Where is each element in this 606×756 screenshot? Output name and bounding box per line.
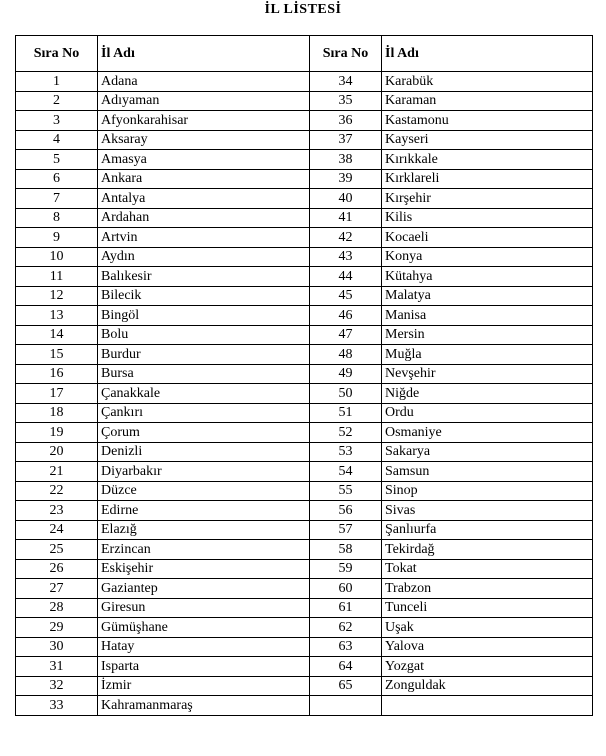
table-row xyxy=(16,637,593,657)
il-adi-cell-right: Mersin xyxy=(382,325,593,345)
sira-no-cell-right: 57 xyxy=(310,520,382,540)
table-header-row xyxy=(16,36,593,72)
province-table xyxy=(15,35,593,716)
sira-no-cell-left: 20 xyxy=(16,442,98,462)
il-adi-cell-right: Kırıkkale xyxy=(382,150,593,170)
il-adi-cell-left: Düzce xyxy=(98,481,310,501)
il-adi-cell-left: Gaziantep xyxy=(98,579,310,599)
il-adi-cell-left: Adana xyxy=(98,72,310,92)
il-adi-cell-right: Sinop xyxy=(382,481,593,501)
il-adi-cell-left: Çorum xyxy=(98,423,310,443)
sira-no-cell-left: 11 xyxy=(16,267,98,287)
il-adi-cell-right: Sakarya xyxy=(382,442,593,462)
il-adi-cell-right: Samsun xyxy=(382,462,593,482)
il-adi-cell-right: Kırşehir xyxy=(382,189,593,209)
sira-no-cell-right: 44 xyxy=(310,267,382,287)
sira-no-cell-right: 51 xyxy=(310,403,382,423)
sira-no-cell-right: 55 xyxy=(310,481,382,501)
il-adi-cell-right: Nevşehir xyxy=(382,364,593,384)
header-il-adi-left: İl Adı xyxy=(98,36,310,72)
sira-no-cell-right: 64 xyxy=(310,657,382,677)
sira-no-cell-right: 39 xyxy=(310,169,382,189)
sira-no-cell-right: 36 xyxy=(310,111,382,131)
il-adi-cell-right xyxy=(382,696,593,716)
table-row xyxy=(16,559,593,579)
sira-no-cell-right: 34 xyxy=(310,72,382,92)
sira-no-cell-left: 18 xyxy=(16,403,98,423)
sira-no-cell-left: 25 xyxy=(16,540,98,560)
sira-no-cell-left: 12 xyxy=(16,286,98,306)
il-adi-cell-right: Kocaeli xyxy=(382,228,593,248)
sira-no-cell-left: 17 xyxy=(16,384,98,404)
sira-no-cell-left: 21 xyxy=(16,462,98,482)
sira-no-cell-left: 7 xyxy=(16,189,98,209)
sira-no-cell-right: 38 xyxy=(310,150,382,170)
il-adi-cell-left: Balıkesir xyxy=(98,267,310,287)
il-adi-cell-left: Bilecik xyxy=(98,286,310,306)
sira-no-cell-left: 2 xyxy=(16,91,98,111)
table-row xyxy=(16,657,593,677)
sira-no-cell-right: 50 xyxy=(310,384,382,404)
il-adi-cell-left: Kahramanmaraş xyxy=(98,696,310,716)
il-adi-cell-right: Kütahya xyxy=(382,267,593,287)
table-row xyxy=(16,696,593,716)
table-row xyxy=(16,618,593,638)
il-adi-cell-left: Elazığ xyxy=(98,520,310,540)
sira-no-cell-left: 14 xyxy=(16,325,98,345)
sira-no-cell-right: 35 xyxy=(310,91,382,111)
table-row xyxy=(16,540,593,560)
il-adi-cell-right: Şanlıurfa xyxy=(382,520,593,540)
il-adi-cell-right: Karabük xyxy=(382,72,593,92)
table-row xyxy=(16,462,593,482)
sira-no-cell-right: 49 xyxy=(310,364,382,384)
sira-no-cell-right xyxy=(310,696,382,716)
il-adi-cell-left: Giresun xyxy=(98,598,310,618)
sira-no-cell-right: 63 xyxy=(310,637,382,657)
table-row xyxy=(16,423,593,443)
il-adi-cell-left: Aydın xyxy=(98,247,310,267)
table-row xyxy=(16,520,593,540)
sira-no-cell-left: 19 xyxy=(16,423,98,443)
sira-no-cell-right: 45 xyxy=(310,286,382,306)
sira-no-cell-left: 16 xyxy=(16,364,98,384)
table-row xyxy=(16,501,593,521)
il-adi-cell-right: Karaman xyxy=(382,91,593,111)
il-adi-cell-left: Bolu xyxy=(98,325,310,345)
il-adi-cell-right: Tekirdağ xyxy=(382,540,593,560)
il-adi-cell-left: Erzincan xyxy=(98,540,310,560)
table-row xyxy=(16,189,593,209)
table-row xyxy=(16,306,593,326)
il-adi-cell-right: Uşak xyxy=(382,618,593,638)
il-adi-cell-left: Amasya xyxy=(98,150,310,170)
il-adi-cell-right: Tunceli xyxy=(382,598,593,618)
sira-no-cell-right: 37 xyxy=(310,130,382,150)
il-adi-cell-left: Artvin xyxy=(98,228,310,248)
sira-no-cell-left: 33 xyxy=(16,696,98,716)
sira-no-cell-right: 42 xyxy=(310,228,382,248)
il-adi-cell-right: Niğde xyxy=(382,384,593,404)
table-row xyxy=(16,111,593,131)
table-row xyxy=(16,598,593,618)
il-adi-cell-left: Çanakkale xyxy=(98,384,310,404)
table-row xyxy=(16,91,593,111)
sira-no-cell-left: 31 xyxy=(16,657,98,677)
il-adi-cell-right: Zonguldak xyxy=(382,676,593,696)
il-adi-cell-right: Yozgat xyxy=(382,657,593,677)
il-adi-cell-left: Adıyaman xyxy=(98,91,310,111)
il-adi-cell-left: Edirne xyxy=(98,501,310,521)
il-adi-cell-right: Trabzon xyxy=(382,579,593,599)
table-row xyxy=(16,208,593,228)
table-row xyxy=(16,364,593,384)
sira-no-cell-left: 26 xyxy=(16,559,98,579)
il-adi-cell-right: Kayseri xyxy=(382,130,593,150)
table-row xyxy=(16,247,593,267)
sira-no-cell-left: 3 xyxy=(16,111,98,131)
header-il-adi-right: İl Adı xyxy=(382,36,593,72)
sira-no-cell-right: 54 xyxy=(310,462,382,482)
sira-no-cell-left: 13 xyxy=(16,306,98,326)
il-adi-cell-right: Tokat xyxy=(382,559,593,579)
sira-no-cell-left: 24 xyxy=(16,520,98,540)
il-adi-cell-left: Afyonkarahisar xyxy=(98,111,310,131)
table-row xyxy=(16,579,593,599)
il-adi-cell-left: Isparta xyxy=(98,657,310,677)
table-row xyxy=(16,442,593,462)
sira-no-cell-right: 58 xyxy=(310,540,382,560)
il-adi-cell-left: Bingöl xyxy=(98,306,310,326)
sira-no-cell-left: 9 xyxy=(16,228,98,248)
il-adi-cell-left: İzmir xyxy=(98,676,310,696)
il-adi-cell-right: Konya xyxy=(382,247,593,267)
il-adi-cell-left: Burdur xyxy=(98,345,310,365)
table-row xyxy=(16,345,593,365)
sira-no-cell-left: 1 xyxy=(16,72,98,92)
table-row xyxy=(16,481,593,501)
il-adi-cell-right: Kilis xyxy=(382,208,593,228)
il-adi-cell-left: Çankırı xyxy=(98,403,310,423)
table-row xyxy=(16,676,593,696)
sira-no-cell-right: 47 xyxy=(310,325,382,345)
sira-no-cell-right: 61 xyxy=(310,598,382,618)
il-adi-cell-left: Ardahan xyxy=(98,208,310,228)
sira-no-cell-left: 4 xyxy=(16,130,98,150)
table-row xyxy=(16,228,593,248)
il-adi-cell-right: Manisa xyxy=(382,306,593,326)
sira-no-cell-left: 6 xyxy=(16,169,98,189)
sira-no-cell-right: 41 xyxy=(310,208,382,228)
sira-no-cell-left: 28 xyxy=(16,598,98,618)
sira-no-cell-right: 40 xyxy=(310,189,382,209)
il-adi-cell-left: Hatay xyxy=(98,637,310,657)
sira-no-cell-left: 29 xyxy=(16,618,98,638)
il-adi-cell-left: Gümüşhane xyxy=(98,618,310,638)
il-adi-cell-right: Osmaniye xyxy=(382,423,593,443)
table-row xyxy=(16,150,593,170)
table-row xyxy=(16,267,593,287)
sira-no-cell-right: 56 xyxy=(310,501,382,521)
sira-no-cell-left: 22 xyxy=(16,481,98,501)
il-adi-cell-right: Ordu xyxy=(382,403,593,423)
sira-no-cell-left: 32 xyxy=(16,676,98,696)
il-adi-cell-left: Denizli xyxy=(98,442,310,462)
header-sira-no-left: Sıra No xyxy=(16,36,98,72)
sira-no-cell-right: 65 xyxy=(310,676,382,696)
sira-no-cell-right: 46 xyxy=(310,306,382,326)
sira-no-cell-left: 23 xyxy=(16,501,98,521)
il-adi-cell-left: Aksaray xyxy=(98,130,310,150)
il-adi-cell-right: Sivas xyxy=(382,501,593,521)
table-row xyxy=(16,72,593,92)
il-adi-cell-left: Antalya xyxy=(98,189,310,209)
sira-no-cell-left: 5 xyxy=(16,150,98,170)
sira-no-cell-right: 62 xyxy=(310,618,382,638)
sira-no-cell-left: 27 xyxy=(16,579,98,599)
table-row xyxy=(16,130,593,150)
table-row xyxy=(16,325,593,345)
table-row xyxy=(16,286,593,306)
table-row xyxy=(16,384,593,404)
il-adi-cell-left: Diyarbakır xyxy=(98,462,310,482)
il-adi-cell-left: Ankara xyxy=(98,169,310,189)
sira-no-cell-right: 43 xyxy=(310,247,382,267)
il-adi-cell-left: Bursa xyxy=(98,364,310,384)
il-adi-cell-right: Muğla xyxy=(382,345,593,365)
il-adi-cell-right: Yalova xyxy=(382,637,593,657)
sira-no-cell-right: 60 xyxy=(310,579,382,599)
header-sira-no-right: Sıra No xyxy=(310,36,382,72)
sira-no-cell-right: 53 xyxy=(310,442,382,462)
il-adi-cell-right: Kırklareli xyxy=(382,169,593,189)
sira-no-cell-left: 15 xyxy=(16,345,98,365)
sira-no-cell-right: 52 xyxy=(310,423,382,443)
table-row xyxy=(16,169,593,189)
il-adi-cell-right: Kastamonu xyxy=(382,111,593,131)
sira-no-cell-left: 30 xyxy=(16,637,98,657)
sira-no-cell-right: 48 xyxy=(310,345,382,365)
sira-no-cell-left: 8 xyxy=(16,208,98,228)
il-adi-cell-left: Eskişehir xyxy=(98,559,310,579)
il-adi-cell-right: Malatya xyxy=(382,286,593,306)
sira-no-cell-left: 10 xyxy=(16,247,98,267)
sira-no-cell-right: 59 xyxy=(310,559,382,579)
table-row xyxy=(16,403,593,423)
page-title: İL LİSTESİ xyxy=(264,2,342,17)
